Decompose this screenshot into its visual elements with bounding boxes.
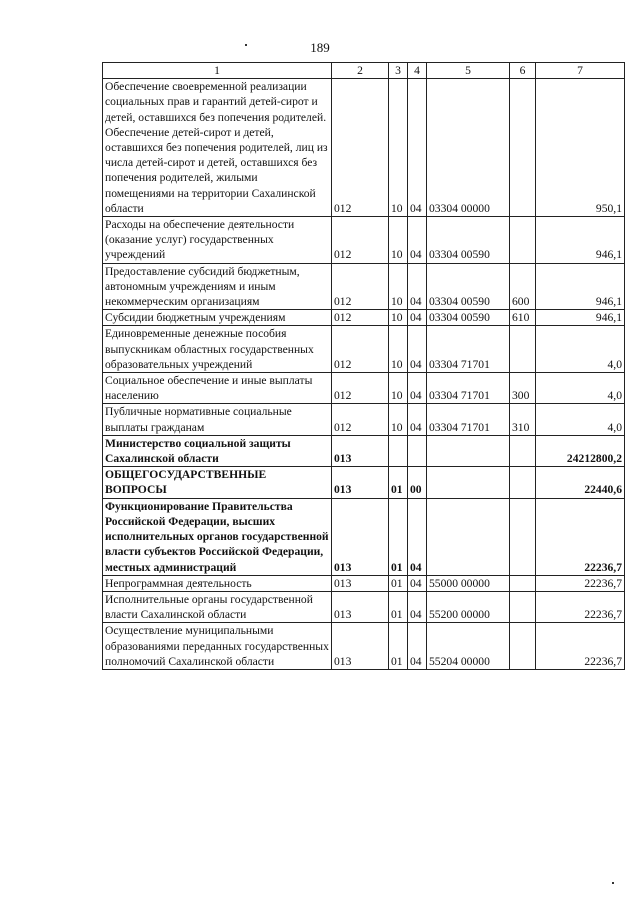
table-row: [103, 373, 625, 404]
column-header: 1: [103, 63, 332, 79]
row-name: Субсидии бюджетным учреждениям: [103, 310, 332, 326]
subsection-code: 04: [408, 263, 427, 310]
amount: 4,0: [536, 373, 625, 404]
section-code: 10: [389, 326, 408, 373]
table-row: [103, 591, 625, 622]
amount: 24212800,2: [536, 435, 625, 466]
ministry-code: 013: [332, 435, 389, 466]
ministry-code: 013: [332, 498, 389, 575]
subsection-code: 04: [408, 373, 427, 404]
target-article-code: 55000 00000: [427, 575, 510, 591]
target-article-code: [427, 435, 510, 466]
table-row: [103, 263, 625, 310]
row-name: Предоставление субсидий бюджетным, автономным учреждениям и иным некоммерческим организациям: [103, 263, 332, 310]
scan-speck: [612, 882, 614, 884]
table-row: [103, 498, 625, 575]
expense-type-code: [510, 467, 536, 498]
page-number: 189: [310, 40, 330, 55]
expense-type-code: 610: [510, 310, 536, 326]
target-article-code: 03304 00590: [427, 310, 510, 326]
row-name: Функционирование Правительства Российской Федерации, высших исполнительных органов государственной власти субъектов Российской Федерации, местных администраций: [103, 498, 332, 575]
ministry-code: 012: [332, 310, 389, 326]
section-code: 01: [389, 467, 408, 498]
expense-type-code: [510, 79, 536, 217]
subsection-code: [408, 435, 427, 466]
column-header: 6: [510, 63, 536, 79]
row-name: Единовременные денежные пособия выпускникам областных государственных образовательных учреждений: [103, 326, 332, 373]
subsection-code: 04: [408, 498, 427, 575]
subsection-code: 04: [408, 310, 427, 326]
ministry-code: 012: [332, 217, 389, 264]
subsection-code: 04: [408, 326, 427, 373]
target-article-code: 03304 71701: [427, 326, 510, 373]
row-name: Социальное обеспечение и иные выплаты населению: [103, 373, 332, 404]
row-name: ОБЩЕГОСУДАРСТВЕННЫЕ ВОПРОСЫ: [103, 467, 332, 498]
amount: 22236,7: [536, 623, 625, 670]
target-article-code: [427, 467, 510, 498]
table-row: [103, 404, 625, 435]
section-code: 01: [389, 623, 408, 670]
section-code: 10: [389, 404, 408, 435]
amount: 4,0: [536, 404, 625, 435]
expense-type-code: 300: [510, 373, 536, 404]
amount: 946,1: [536, 310, 625, 326]
amount: 946,1: [536, 263, 625, 310]
subsection-code: 04: [408, 79, 427, 217]
row-name: Расходы на обеспечение деятельности (оказание услуг) государственных учреждений: [103, 217, 332, 264]
ministry-code: 013: [332, 623, 389, 670]
table-row: [103, 467, 625, 498]
target-article-code: 03304 00000: [427, 79, 510, 217]
section-code: 10: [389, 79, 408, 217]
amount: 946,1: [536, 217, 625, 264]
expense-type-code: 600: [510, 263, 536, 310]
section-code: 01: [389, 498, 408, 575]
scan-speck: [245, 44, 247, 46]
target-article-code: [427, 498, 510, 575]
section-code: 10: [389, 310, 408, 326]
amount: 22440,6: [536, 467, 625, 498]
section-code: 10: [389, 217, 408, 264]
amount: 22236,7: [536, 498, 625, 575]
expense-type-code: [510, 591, 536, 622]
expense-type-code: [510, 217, 536, 264]
table-header-row: [103, 63, 625, 79]
amount: 950,1: [536, 79, 625, 217]
expense-type-code: [510, 435, 536, 466]
ministry-code: 012: [332, 373, 389, 404]
ministry-code: 013: [332, 575, 389, 591]
subsection-code: 04: [408, 217, 427, 264]
section-code: 10: [389, 373, 408, 404]
expense-type-code: [510, 326, 536, 373]
column-header: 3: [389, 63, 408, 79]
ministry-code: 012: [332, 79, 389, 217]
row-name: Исполнительные органы государственной власти Сахалинской области: [103, 591, 332, 622]
amount: 22236,7: [536, 591, 625, 622]
ministry-code: 013: [332, 467, 389, 498]
ministry-code: 012: [332, 326, 389, 373]
table-row: [103, 326, 625, 373]
target-article-code: 03304 71701: [427, 373, 510, 404]
subsection-code: 04: [408, 575, 427, 591]
expense-type-code: 310: [510, 404, 536, 435]
table-row: [103, 217, 625, 264]
section-code: 01: [389, 575, 408, 591]
row-name: Министерство социальной защиты Сахалинской области: [103, 435, 332, 466]
subsection-code: 04: [408, 404, 427, 435]
target-article-code: 55204 00000: [427, 623, 510, 670]
target-article-code: 55200 00000: [427, 591, 510, 622]
budget-table: [102, 62, 625, 670]
column-header: 2: [332, 63, 389, 79]
target-article-code: 03304 71701: [427, 404, 510, 435]
table-row: [103, 79, 625, 217]
amount: 4,0: [536, 326, 625, 373]
subsection-code: 04: [408, 623, 427, 670]
table-row: [103, 435, 625, 466]
ministry-code: 012: [332, 404, 389, 435]
section-code: 10: [389, 263, 408, 310]
table-row: [103, 575, 625, 591]
row-name: Обеспечение своевременной реализации социальных прав и гарантий детей-сирот и детей, оставшихся без попечения родителей. Обеспечение детей-сирот и детей, оставшихся без попечения родителей, лиц из числа детей-сирот и детей, оставшихся без попечения родителей, жилыми помещениями на территории Сахалинской области: [103, 79, 332, 217]
expense-type-code: [510, 498, 536, 575]
amount: 22236,7: [536, 575, 625, 591]
table-row: [103, 310, 625, 326]
expense-type-code: [510, 575, 536, 591]
row-name: Публичные нормативные социальные выплаты гражданам: [103, 404, 332, 435]
column-header: 7: [536, 63, 625, 79]
ministry-code: 012: [332, 263, 389, 310]
section-code: [389, 435, 408, 466]
row-name: Непрограммная деятельность: [103, 575, 332, 591]
row-name: Осуществление муниципальными образованиями переданных государственных полномочий Сахалинской области: [103, 623, 332, 670]
target-article-code: 03304 00590: [427, 217, 510, 264]
table-row: [103, 623, 625, 670]
column-header: 5: [427, 63, 510, 79]
section-code: 01: [389, 591, 408, 622]
expense-type-code: [510, 623, 536, 670]
column-header: 4: [408, 63, 427, 79]
subsection-code: 04: [408, 591, 427, 622]
subsection-code: 00: [408, 467, 427, 498]
target-article-code: 03304 00590: [427, 263, 510, 310]
ministry-code: 013: [332, 591, 389, 622]
